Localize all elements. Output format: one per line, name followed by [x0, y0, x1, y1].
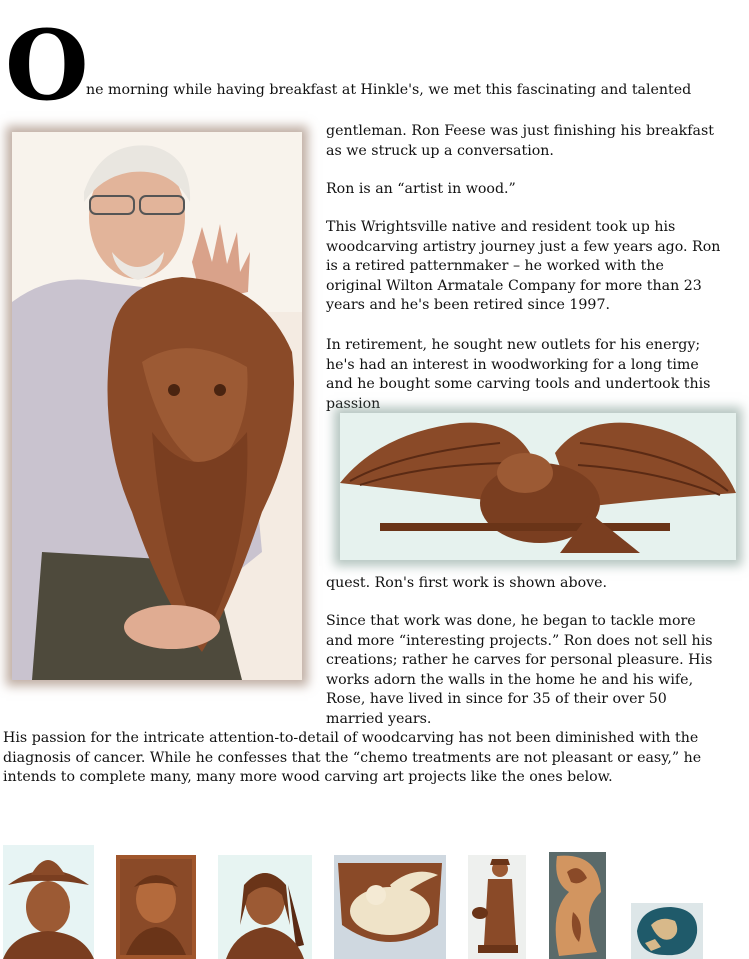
- paragraph-4: In retirement, he sought new outlets for his energy; he's had an interest in woodworking for a long time and he bought some carving tools and undertook this passion: [326, 337, 711, 412]
- drop-cap: O: [5, 9, 89, 122]
- paragraph-1: gentleman. Ron Feese was just finishing his breakfast as we struck up a conversation.: [326, 123, 714, 159]
- paragraph-6: Since that work was done, he began to tackle more and more “interesting projects.” Ron does not sell his creations; rather he carves for personal pleasure. His works adorn the walls in the home he and his wife, Rose, have lived in since for 35 of their over 50 married years.: [326, 613, 713, 727]
- paragraph-2: Ron is an “artist in wood.”: [326, 181, 516, 197]
- native-chief-carving-thumbnail: [218, 855, 312, 959]
- intro-line: ne morning while having breakfast at Hinkle's, we met this fascinating and talented: [86, 82, 692, 98]
- eagle-carving-photo: [340, 413, 736, 560]
- map-carving-thumbnail: [631, 903, 703, 959]
- portrait-plaque-thumbnail: [116, 855, 196, 959]
- relief-panel-thumbnail: [549, 852, 606, 959]
- figure-statue-thumbnail: [468, 855, 526, 959]
- angel-carving-thumbnail: [334, 855, 446, 959]
- paragraph-3: This Wrightsville native and resident took up his woodcarving artistry journey just a few years ago. Ron is a retired patternmaker – he worked with the original Wilton Armatale Company for more than 23 years and he's been retired since 1997.: [326, 219, 721, 314]
- paragraph-7: His passion for the intricate attention-to-detail of woodcarving has not been diminished with the diagnosis of cancer. While he confesses that the “chemo treatments are not pleasant or easy,” he intends to complete many, many more wood carving art projects like the ones below.: [3, 730, 702, 786]
- paragraph-5: quest. Ron's first work is shown above.: [326, 575, 608, 591]
- man-with-carving-photo: [12, 132, 302, 680]
- cowboy-carving-thumbnail: [3, 845, 94, 959]
